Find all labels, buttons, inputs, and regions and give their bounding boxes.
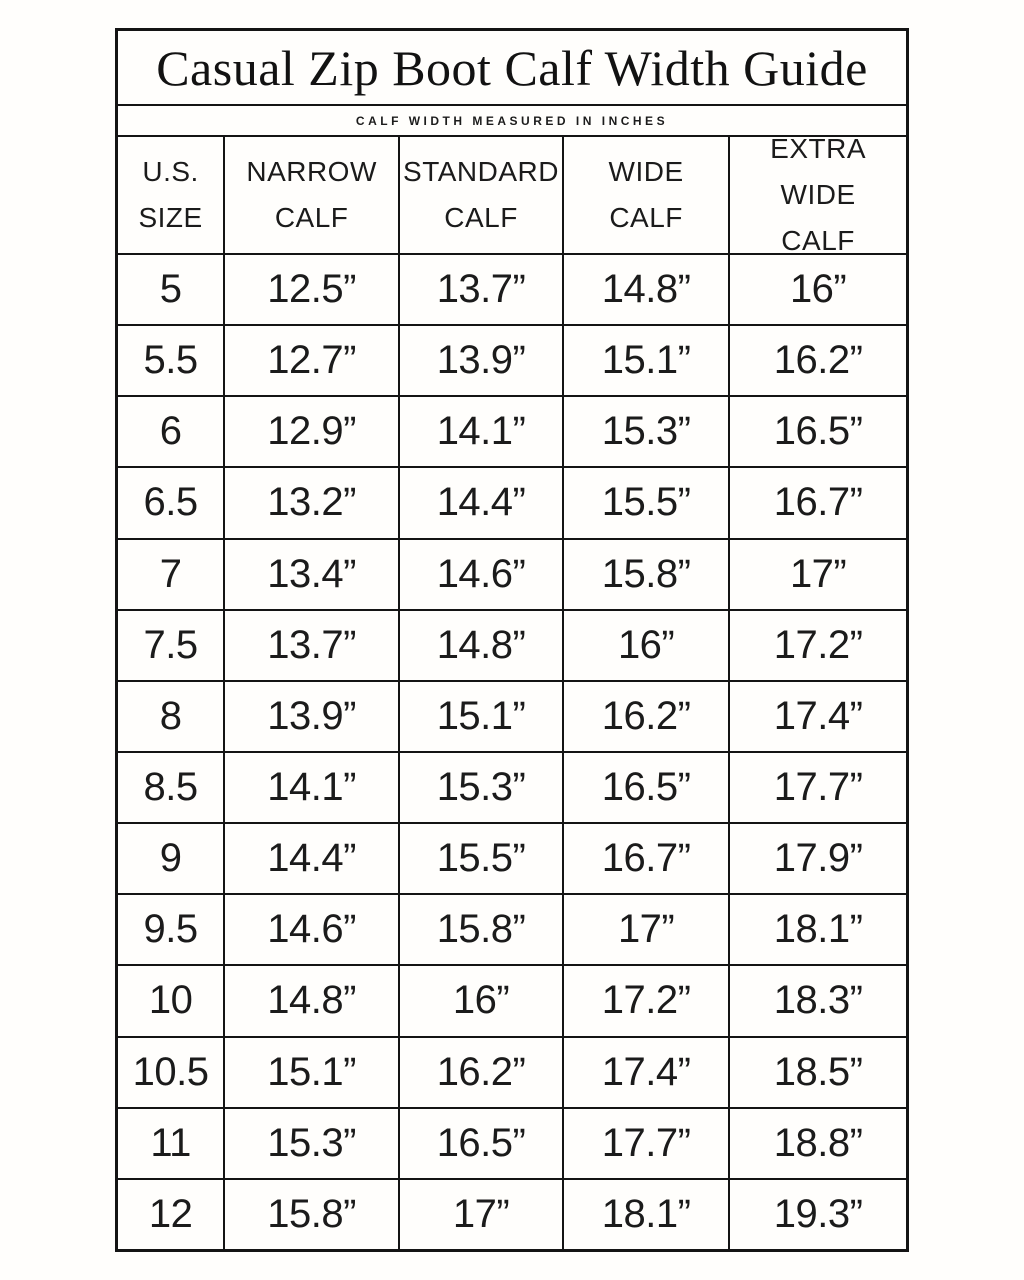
table-cell: 14.4”	[225, 824, 400, 893]
table-cell: 11	[118, 1109, 225, 1178]
column-header-line: CALF	[781, 225, 855, 253]
table-row	[118, 964, 906, 1035]
table-cell: 15.1”	[564, 326, 730, 395]
table-cell: 16”	[564, 611, 730, 680]
table-cell: 16.7”	[773, 480, 863, 525]
table-cell: 12.5”	[225, 255, 400, 324]
table-cell: 12.9”	[225, 397, 400, 466]
table-cell: 15.3”	[564, 397, 730, 466]
table-cell: 14.8”	[564, 255, 730, 324]
table-cell: 18.1”	[773, 907, 863, 952]
column-header-extra-wide-calf	[730, 137, 906, 253]
table-cell: 5.5	[118, 326, 225, 395]
column-header-line: SIZE	[138, 202, 203, 233]
table-cell: 18.5”	[773, 1049, 863, 1094]
table-cell: 15.3”	[225, 1109, 400, 1178]
table-cell: 13.2”	[225, 468, 400, 537]
table-row	[118, 466, 906, 537]
column-header-line: WIDE	[608, 156, 684, 187]
table-row	[118, 395, 906, 466]
table-cell: 17.4”	[564, 1038, 730, 1107]
table-cell: 17”	[564, 895, 730, 964]
table-cell: 14.6”	[225, 895, 400, 964]
table-row	[118, 1178, 906, 1249]
column-header-line: CALF	[609, 202, 683, 233]
table-cell: 15.5”	[400, 824, 564, 893]
column-header-narrow-calf	[225, 137, 400, 253]
table-row	[118, 822, 906, 893]
table-row	[118, 893, 906, 964]
table-cell: 9	[118, 824, 225, 893]
table-row	[118, 1107, 906, 1178]
table-cell: 17.2”	[564, 966, 730, 1035]
table-row	[118, 538, 906, 609]
table-cell: 6	[118, 397, 225, 466]
table-cell: 15.1”	[225, 1038, 400, 1107]
table-subtitle: CALF WIDTH MEASURED IN INCHES	[118, 104, 906, 135]
table-row	[118, 324, 906, 395]
table-cell: 18.3”	[773, 978, 863, 1023]
table-cell: 16.2”	[400, 1038, 564, 1107]
table-cell: 17”	[789, 551, 847, 596]
table-cell: 7.5	[118, 611, 225, 680]
page-title: Casual Zip Boot Calf Width Guide	[156, 39, 868, 96]
table-cell: 14.6”	[400, 540, 564, 609]
table-cell: 16.5”	[400, 1109, 564, 1178]
table-cell: 15.8”	[225, 1180, 400, 1249]
table-cell: 9.5	[118, 895, 225, 964]
table-cell: 10.5	[118, 1038, 225, 1107]
table-header-row	[118, 135, 906, 253]
table-cell: 13.7”	[400, 255, 564, 324]
table-cell: 17.7”	[773, 765, 863, 810]
table-cell: 16.7”	[564, 824, 730, 893]
table-cell: 14.1”	[400, 397, 564, 466]
table-cell: 15.1”	[400, 682, 564, 751]
column-header-line: CALF	[274, 202, 349, 233]
table-cell: 5	[118, 255, 225, 324]
table-cell: 14.1”	[225, 753, 400, 822]
table-cell: 15.3”	[400, 753, 564, 822]
table-row	[118, 1036, 906, 1107]
table-cell: 19.3”	[773, 1191, 863, 1236]
table-cell: 17.7”	[564, 1109, 730, 1178]
column-header-line: CALF	[444, 202, 518, 233]
table-cell: 17.4”	[773, 693, 863, 738]
column-header-line: NARROW	[246, 156, 377, 187]
column-header-wide-calf	[564, 137, 730, 253]
table-cell: 12.7”	[225, 326, 400, 395]
column-header-line: STANDARD	[403, 156, 559, 187]
table-row	[118, 609, 906, 680]
column-header-line: EXTRA WIDE	[770, 137, 867, 210]
table-cell: 7	[118, 540, 225, 609]
table-cell: 17”	[400, 1180, 564, 1249]
table-cell: 16.5”	[773, 409, 863, 454]
column-header-us-size	[118, 137, 225, 253]
table-cell: 16”	[400, 966, 564, 1035]
table-cell: 16.2”	[564, 682, 730, 751]
table-cell: 18.1”	[564, 1180, 730, 1249]
table-cell: 14.8”	[400, 611, 564, 680]
table-cell: 8.5	[118, 753, 225, 822]
table-cell: 13.7”	[225, 611, 400, 680]
table-cell: 6.5	[118, 468, 225, 537]
table-cell: 14.4”	[400, 468, 564, 537]
table-cell: 13.9”	[400, 326, 564, 395]
calf-width-guide-table	[115, 28, 909, 1252]
table-row	[118, 680, 906, 751]
table-cell: 17.2”	[773, 622, 863, 667]
table-cell: 17.9”	[773, 836, 863, 881]
table-cell: 15.5”	[564, 468, 730, 537]
table-cell: 10	[118, 966, 225, 1035]
table-row	[118, 253, 906, 324]
table-cell: 15.8”	[400, 895, 564, 964]
column-header-line: U.S.	[142, 156, 199, 187]
table-cell: 18.8”	[773, 1120, 863, 1165]
table-cell: 13.4”	[225, 540, 400, 609]
table-cell: 14.8”	[225, 966, 400, 1035]
table-cell: 16”	[789, 267, 847, 312]
column-header-standard-calf	[400, 137, 564, 253]
table-row	[118, 751, 906, 822]
table-cell: 12	[118, 1180, 225, 1249]
table-cell: 8	[118, 682, 225, 751]
table-cell: 15.8”	[564, 540, 730, 609]
table-cell: 16.5”	[564, 753, 730, 822]
table-cell: 16.2”	[773, 338, 863, 383]
table-cell: 13.9”	[225, 682, 400, 751]
